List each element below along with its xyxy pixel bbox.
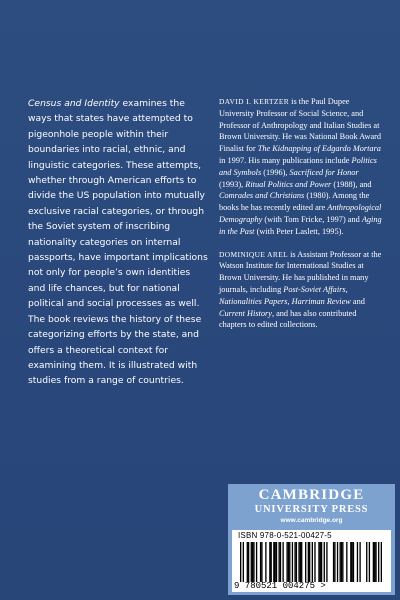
barcode-icon (240, 542, 382, 582)
barcode-bar (280, 542, 281, 582)
book-title: Anthropological Demography (219, 203, 382, 224)
barcode-bar (381, 542, 382, 582)
author-bio-kertzer (219, 96, 384, 238)
bio-text: , and has also contributed chapters to edited collections. (219, 308, 357, 330)
barcode-bar (275, 542, 276, 582)
book-title: Politics and Symbols (219, 155, 377, 177)
book-title: Comrades and Christians (219, 191, 305, 201)
bio-text: (1988), and (331, 179, 372, 189)
barcode-bar (346, 542, 347, 582)
barcode-bar (341, 542, 342, 582)
bio-text: (1980). Among the books he has recently edited are (219, 191, 370, 213)
book-title: Sacrificed for Honor (289, 167, 359, 177)
author-bios (219, 96, 384, 342)
publisher-panel (228, 484, 395, 595)
bio-text: in 1997. His many publications include (219, 155, 352, 165)
barcode-bar (309, 542, 310, 582)
author-bio-arel (219, 249, 384, 332)
barcode-bar (375, 542, 376, 582)
barcode-bar (240, 542, 241, 582)
barcode-bar (260, 542, 261, 582)
barcode-bar (248, 542, 249, 582)
barcode-bar (350, 542, 351, 582)
barcode-bar (301, 542, 302, 582)
book-title: Aging in the Past (219, 214, 382, 236)
barcode-bar (351, 542, 352, 582)
barcode-bar (318, 542, 319, 582)
book-title: Ritual Politics and Power (245, 179, 332, 189)
barcode-digits: 9 780521 004275 > (234, 581, 326, 591)
barcode-bar (269, 542, 270, 582)
barcode-bar (333, 542, 334, 582)
barcode-bar (359, 542, 360, 582)
barcode-bar (288, 542, 289, 582)
publisher-logo: CAMBRIDGE (258, 487, 365, 503)
bio-text: is the Paul Dupee University Professor of Social Science, and Professor of Anthropology and Italian Studies at Brown University. He was National Book Award Finalist for (219, 97, 382, 154)
bio-text: (with Peter Laslett, 1995). (254, 226, 344, 236)
barcode-bar (256, 542, 257, 582)
barcode-bar (342, 542, 343, 582)
barcode-bar (357, 542, 358, 582)
barcode-bar (286, 542, 287, 582)
description-paragraph-2: The book reviews the history of these categorizing efforts by the state, and offers a theoretical context for examining them. It is illustrated with studies from a range of countries. (28, 313, 202, 387)
barcode-bar (373, 542, 374, 582)
barcode-bar (253, 542, 254, 582)
barcode-bar (308, 542, 309, 582)
author-name: DAVID I. KERTZER (219, 97, 290, 106)
barcode-bar (378, 542, 379, 582)
barcode-bar (314, 542, 315, 582)
barcode-bar (294, 542, 295, 582)
barcode-bar (261, 542, 262, 582)
barcode-bar (251, 542, 252, 582)
book-title: Census and Identity (28, 98, 120, 109)
barcode-bar (292, 542, 293, 582)
bio-text: (1993), (219, 179, 246, 189)
book-title: The Kidnapping of Edgardo Mortara (257, 144, 381, 154)
author-name: DOMINIQUE AREL (219, 249, 289, 259)
barcode-label (232, 530, 391, 592)
barcode-bar (289, 542, 290, 582)
publisher-subtitle: UNIVERSITY PRESS (254, 504, 369, 515)
publisher-url: www.cambridge.org (280, 517, 343, 524)
barcode-bar (265, 542, 266, 582)
barcode-bar (312, 542, 313, 582)
barcode-bar (369, 542, 370, 582)
book-description (28, 96, 210, 389)
barcode-bar (340, 542, 341, 582)
barcode-bar (298, 542, 299, 582)
barcode-bar (334, 542, 335, 582)
bio-text: (1996), (261, 167, 290, 177)
barcode-bar (252, 542, 253, 582)
journal-title: Current History (219, 308, 272, 318)
barcode-bar (278, 542, 279, 582)
barcode-bar (300, 542, 301, 582)
barcode-bar (305, 542, 306, 582)
barcode-bar (337, 542, 338, 582)
journal-titles: Post-Soviet Affairs, Nationalities Papers, Harriman Review (219, 284, 351, 306)
barcode-bar (320, 542, 321, 582)
barcode-bar (374, 542, 375, 582)
barcode-bar (273, 542, 274, 582)
bio-text: is Assistant Professor at the Watson Institute for International Studies at Brown University. He has published in many journals, including (219, 249, 382, 294)
barcode-bar (276, 542, 277, 582)
isbn-number: ISBN 978-0-521-00427-5 (238, 531, 332, 540)
barcode-bar (296, 542, 297, 582)
description-text: examines the ways that states have attempted to pigeonhole people within their boundaries into racial, ethnic, and linguistic categories. These attempts, whether through American efforts to divide the US population into mutually exclusive racial categories, or through the Soviet system of inscribing nationality categories on internal passports, have important implications not only for people’s own identities and life chances, but for national political and social processes as well. (28, 98, 208, 310)
bio-text: (with Tom Fricke, 1997) and (262, 214, 362, 224)
barcode-bar (282, 542, 283, 582)
barcode-bar (321, 542, 322, 582)
barcode-bar (247, 542, 248, 582)
barcode-bar (353, 542, 354, 582)
barcode-bar (243, 542, 244, 582)
barcode-bar (366, 542, 367, 582)
description-paragraph-1 (28, 96, 210, 312)
barcode-bar (326, 542, 327, 582)
barcode-bar (324, 542, 325, 582)
bio-text: and (350, 296, 365, 306)
barcode-bar (271, 542, 272, 582)
